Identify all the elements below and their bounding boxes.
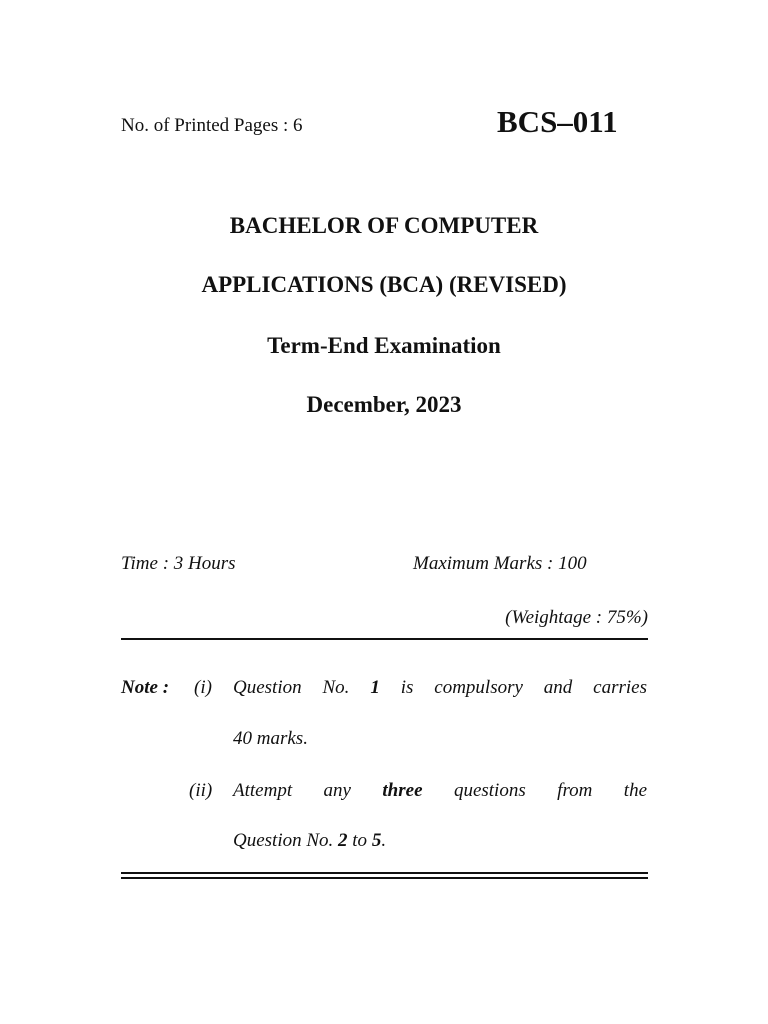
note-item-2-line-1 — [233, 780, 647, 802]
course-code: BCS–011 — [497, 104, 618, 139]
note-item-2-line-2-start: Question No. — [233, 830, 339, 851]
exam-duration: Time : 3 Hours — [121, 553, 236, 574]
note-item-2-text-end: questions from the — [422, 780, 647, 801]
note-item-2-line-2 — [233, 830, 647, 852]
programme-title-line-2: APPLICATIONS (BCA) (REVISED) — [201, 272, 567, 297]
note-item-1-question-number: 1 — [370, 677, 380, 698]
printed-pages-count: No. of Printed Pages : 6 — [121, 115, 303, 136]
note-item-2-line-2-mid: to — [347, 830, 372, 851]
note-item-2-emphasis: three — [382, 780, 423, 801]
note-item-1-text-end: is compulsory and carries — [379, 677, 648, 698]
note-item-1-line-2: 40 marks. — [233, 728, 308, 749]
double-divider-bottom — [121, 877, 648, 879]
exam-name: Term-End Examination — [267, 333, 501, 358]
maximum-marks: Maximum Marks : 100 — [413, 553, 587, 574]
note-item-1-number: (i) — [194, 677, 212, 698]
double-divider-top — [121, 872, 648, 874]
note-item-2-number: (ii) — [189, 780, 213, 801]
note-item-2-text-start: Attempt any — [233, 780, 383, 801]
note-item-1-line-1 — [233, 677, 647, 699]
note-label-text: Note — [121, 677, 158, 698]
weightage: (Weightage : 75%) — [505, 607, 648, 628]
note-item-2-range-end: 5 — [371, 830, 382, 851]
note-label-separator: : — [157, 677, 170, 698]
exam-date: December, 2023 — [306, 392, 462, 417]
note-label — [121, 677, 169, 699]
divider-line — [121, 638, 648, 640]
note-item-2-line-2-end: . — [381, 830, 387, 851]
programme-title-line-1: BACHELOR OF COMPUTER — [229, 213, 539, 238]
note-item-2-range-start: 2 — [338, 830, 348, 851]
note-item-1-text-start: Question No. — [233, 677, 371, 698]
